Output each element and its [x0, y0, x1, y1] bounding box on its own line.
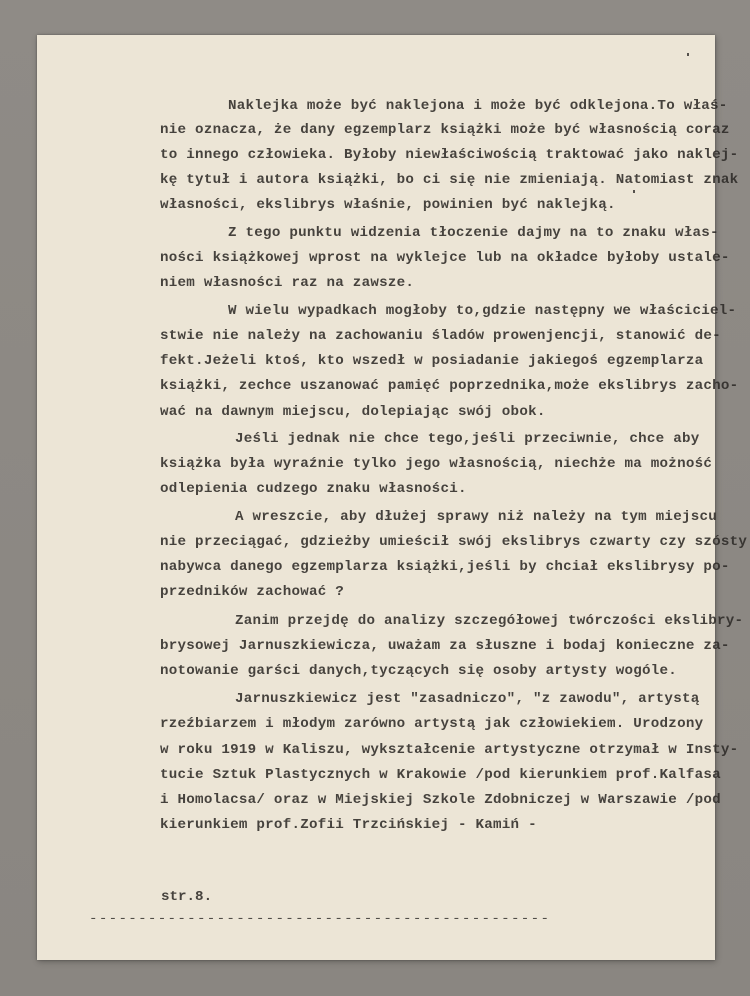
dashed-rule: ----------------------------------------------- [89, 911, 551, 927]
text-line: książka była wyraźnie tylko jego własnością, niechże ma możność [160, 456, 713, 472]
text-line: wać na dawnym miejscu, dolepiając swój obok. [160, 404, 546, 420]
text-line: kę tytuł i autora książki, bo ci się nie zmieniają. Natomiast znak [160, 172, 739, 188]
text-line: własności, ekslibrys właśnie, powinien być naklejką. [160, 197, 616, 213]
text-line: A wreszcie, aby dłużej sprawy niż należy na tym miejscu [235, 509, 718, 525]
typewritten-page [37, 35, 748, 960]
text-line: Z tego punktu widzenia tłoczenie dajmy na to znaku włas- [228, 225, 719, 241]
text-line: stwie nie należy na zachowaniu śladów prowenjencji, stanowić de- [160, 328, 721, 344]
text-line: tucie Sztuk Plastycznych w Krakowie /pod kierunkiem prof.Kalfasa [160, 767, 721, 783]
text-line: nabywca danego egzemplarza książki,jeśli by chciał ekslibrysy po- [160, 559, 730, 575]
text-line: książki, zechce uszanować pamięć poprzednika,może ekslibrys zacho- [160, 378, 739, 394]
text-line: fekt.Jeżeli ktoś, kto wszedł w posiadanie jakiegoś egzemplarza [160, 353, 704, 369]
text-line: przedników zachować ? [160, 584, 345, 600]
text-line: nie oznacza, że dany egzemplarz książki może być własnością coraz [160, 122, 730, 138]
text-line: brysowej Jarnuszkiewicza, uważam za słuszne i bodaj konieczne za- [160, 638, 730, 654]
text-line: Jeśli jednak nie chce tego,jeśli przeciwnie, chce aby [235, 431, 700, 447]
text-line: nie przeciągać, gdzieżby umieścił swój ekslibrys czwarty czy szósty [160, 534, 748, 550]
text-line: rzeźbiarzem i młodym zarówno artystą jak człowiekiem. Urodzony [160, 716, 704, 732]
text-line: Jarnuszkiewicz jest "zasadniczo", "z zawodu", artystą [235, 691, 700, 707]
body-text [37, 35, 748, 960]
page-number: str.8. [161, 889, 213, 905]
text-line: notowanie garści danych,tyczących się osoby artysty wogóle. [160, 663, 678, 679]
paper-speck [633, 190, 635, 193]
text-line: niem własności raz na zawsze. [160, 275, 415, 291]
text-line: w roku 1919 w Kaliszu, wykształcenie artystyczne otrzymał w Insty- [160, 742, 739, 758]
text-line: W wielu wypadkach mogłoby to,gdzie następny we właściciel- [228, 303, 737, 319]
text-line: odlepienia cudzego znaku własności. [160, 481, 467, 497]
text-line: kierunkiem prof.Zofii Trzcińskiej - Kamiń - [160, 817, 537, 833]
text-line: to innego człowieka. Byłoby niewłaściwością traktować jako naklej- [160, 147, 739, 163]
text-line: ności książkowej wprost na wyklejce lub na okładce byłoby ustale- [160, 250, 730, 266]
text-line: Naklejka może być naklejona i może być odklejona.To właś- [228, 98, 728, 114]
paper-speck [687, 53, 689, 56]
text-line: Zanim przejdę do analizy szczegółowej twórczości ekslibry- [235, 613, 744, 629]
text-line: i Homolacsa/ oraz w Miejskiej Szkole Zdobniczej w Warszawie /pod [160, 792, 721, 808]
